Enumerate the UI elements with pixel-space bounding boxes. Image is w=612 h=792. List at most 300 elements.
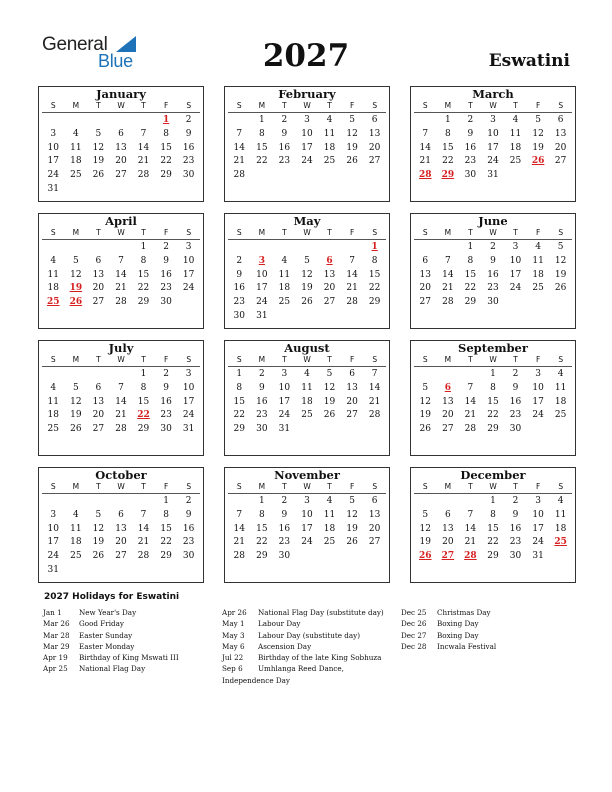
- weekday-label: S: [50, 482, 56, 491]
- day-cell: 4: [72, 509, 79, 520]
- weekday-label: W: [117, 482, 125, 491]
- day-cell: 26: [346, 537, 358, 548]
- day-cell: 6: [422, 255, 429, 266]
- empty-day: [459, 368, 482, 382]
- empty-day: [87, 241, 110, 255]
- day-cell: 6: [349, 369, 355, 379]
- day-cell: 26: [323, 410, 336, 421]
- day-cell: 22: [137, 410, 150, 421]
- day-cell: 19: [70, 410, 82, 421]
- day-cell: 16: [256, 396, 268, 407]
- day-cell: 25: [47, 424, 59, 435]
- weekday-label: W: [489, 355, 497, 364]
- day-grid: [414, 114, 572, 183]
- day-cell: 10: [532, 382, 544, 393]
- day-cell: 15: [256, 523, 268, 534]
- empty-day: [296, 241, 319, 255]
- day-cell: 10: [301, 509, 313, 520]
- weekday-label: M: [258, 355, 266, 364]
- weekday-label: M: [258, 101, 266, 110]
- day-cell: 13: [368, 128, 381, 139]
- empty-day: [251, 241, 274, 255]
- weekday-header: [228, 227, 386, 240]
- day-cell: 24: [532, 410, 544, 421]
- day-cell: 13: [115, 142, 127, 153]
- logo-text-blue: Blue: [98, 51, 133, 71]
- weekday-label: T: [282, 355, 287, 364]
- weekday-label: M: [444, 482, 452, 491]
- holiday-date: May 6: [222, 641, 245, 651]
- generalblue-logo: [42, 34, 142, 70]
- holiday-column: [401, 607, 581, 652]
- day-cell: 11: [47, 396, 59, 407]
- day-cell: 2: [512, 369, 519, 379]
- weekday-label: F: [350, 101, 355, 110]
- day-cell: 3: [512, 242, 519, 252]
- month-august: [224, 340, 390, 456]
- day-cell: 17: [47, 537, 59, 548]
- day-cell: 6: [326, 255, 333, 266]
- day-cell: 27: [323, 297, 336, 308]
- weekday-label: S: [558, 355, 564, 364]
- day-cell: 19: [532, 142, 544, 153]
- weekday-label: W: [489, 482, 497, 491]
- day-cell: 8: [163, 509, 169, 520]
- day-cell: 23: [182, 156, 195, 167]
- day-cell: 27: [368, 537, 381, 548]
- day-cell: 14: [464, 523, 477, 534]
- day-cell: 25: [554, 537, 567, 548]
- day-cell: 14: [137, 142, 150, 153]
- empty-day: [437, 495, 460, 509]
- day-cell: 26: [301, 297, 313, 308]
- country-title: Eswatini: [488, 51, 570, 71]
- day-cell: 9: [163, 255, 169, 266]
- day-cell: 31: [532, 551, 544, 562]
- weekday-label: M: [444, 101, 452, 110]
- day-cell: 26: [346, 156, 358, 167]
- holiday-column: [222, 607, 402, 686]
- day-cell: 17: [509, 269, 522, 280]
- month-name: September: [458, 341, 528, 355]
- holiday-row: [222, 607, 402, 618]
- day-cell: 8: [163, 128, 169, 139]
- holiday-name: Ascension Day: [258, 641, 312, 651]
- empty-day: [414, 241, 437, 255]
- day-cell: 26: [70, 424, 82, 435]
- month-october: [38, 467, 204, 583]
- empty-day: [341, 241, 364, 255]
- month-november: [224, 467, 390, 583]
- holiday-name: Birthday of King Mswati III: [79, 653, 179, 663]
- weekday-header: [228, 354, 386, 367]
- day-cell: 18: [301, 396, 313, 407]
- day-cell: 7: [118, 255, 124, 266]
- day-cell: 8: [258, 509, 265, 520]
- day-cell: 31: [256, 310, 268, 321]
- day-cell: 1: [490, 496, 496, 506]
- day-cell: 1: [140, 369, 147, 379]
- day-cell: 3: [50, 128, 57, 139]
- day-cell: 14: [137, 523, 150, 534]
- day-cell: 5: [95, 509, 102, 520]
- holiday-name: Boxing Day: [437, 619, 479, 629]
- day-cell: 18: [70, 156, 82, 167]
- day-cell: 6: [444, 509, 451, 520]
- weekday-label: T: [327, 355, 332, 364]
- day-cell: 12: [92, 142, 105, 153]
- empty-day: [437, 241, 460, 255]
- empty-day: [42, 241, 65, 255]
- day-cell: 6: [118, 509, 124, 520]
- day-cell: 24: [47, 170, 59, 181]
- day-cell: 22: [487, 410, 499, 421]
- weekday-label: S: [50, 101, 56, 110]
- weekday-label: S: [558, 482, 564, 491]
- holiday-date: Apr 25: [43, 664, 68, 674]
- day-cell: 10: [278, 382, 291, 393]
- day-cell: 7: [236, 128, 243, 139]
- weekday-label: T: [96, 101, 101, 110]
- day-cell: 6: [371, 496, 378, 506]
- weekday-label: S: [186, 355, 192, 364]
- weekday-label: F: [164, 482, 169, 491]
- day-cell: 25: [554, 410, 567, 421]
- day-cell: 13: [346, 382, 358, 393]
- day-cell: 13: [368, 509, 381, 520]
- weekday-label: T: [468, 101, 473, 110]
- empty-day: [110, 241, 133, 255]
- day-cell: 7: [140, 509, 147, 520]
- day-cell: 28: [115, 297, 127, 308]
- day-cell: 29: [160, 170, 172, 181]
- day-cell: 23: [487, 283, 499, 294]
- holiday-row: [222, 663, 402, 674]
- weekday-label: S: [422, 482, 428, 491]
- holiday-name: National Flag Day (substitute day): [258, 608, 384, 617]
- day-cell: 2: [236, 255, 243, 266]
- day-cell: 30: [233, 310, 245, 321]
- day-cell: 26: [554, 283, 567, 294]
- day-cell: 12: [419, 396, 431, 407]
- month-july: [38, 340, 204, 456]
- weekday-label: W: [303, 228, 311, 237]
- day-cell: 25: [323, 156, 336, 167]
- day-cell: 25: [70, 551, 82, 562]
- day-cell: 21: [233, 537, 245, 548]
- weekday-header: [42, 100, 200, 113]
- day-cell: 5: [349, 496, 355, 506]
- logo-text-general: General: [42, 34, 108, 55]
- day-cell: 11: [301, 382, 313, 393]
- weekday-label: S: [186, 482, 192, 491]
- holiday-date: Dec 25: [401, 608, 427, 617]
- day-cell: 22: [256, 156, 268, 167]
- day-cell: 14: [419, 142, 431, 153]
- holiday-date: Sep 6: [222, 664, 243, 674]
- day-cell: 14: [368, 382, 381, 393]
- empty-day: [42, 368, 65, 382]
- day-cell: 30: [182, 551, 195, 562]
- day-cell: 3: [490, 115, 496, 125]
- day-cell: 5: [326, 369, 333, 379]
- day-cell: 7: [467, 382, 474, 393]
- day-cell: 4: [535, 242, 541, 252]
- weekday-label: T: [513, 355, 518, 364]
- empty-day: [65, 241, 88, 255]
- day-cell: 24: [182, 283, 195, 294]
- day-cell: 13: [442, 523, 454, 534]
- weekday-label: F: [536, 228, 541, 237]
- day-cell: 9: [512, 382, 519, 393]
- holiday-name: Good Friday: [79, 619, 124, 629]
- day-cell: 16: [509, 523, 522, 534]
- day-cell: 18: [70, 537, 82, 548]
- holiday-row: [43, 641, 223, 652]
- weekday-label: W: [303, 355, 311, 364]
- day-cell: 20: [554, 142, 567, 153]
- day-cell: 2: [467, 115, 474, 125]
- day-cell: 29: [256, 551, 268, 562]
- day-cell: 27: [92, 424, 105, 435]
- holiday-name: Christmas Day: [437, 608, 491, 617]
- day-cell: 24: [278, 410, 291, 421]
- day-cell: 23: [464, 156, 477, 167]
- day-cell: 19: [69, 283, 83, 294]
- day-cell: 1: [162, 115, 170, 125]
- day-cell: 4: [50, 255, 57, 266]
- weekday-label: S: [372, 482, 378, 491]
- day-cell: 25: [509, 156, 522, 167]
- empty-day: [459, 495, 482, 509]
- holiday-row: [43, 630, 223, 641]
- day-cell: 20: [92, 410, 105, 421]
- weekday-label: S: [186, 228, 192, 237]
- day-grid: [228, 241, 386, 324]
- day-cell: 30: [160, 424, 172, 435]
- day-cell: 15: [368, 269, 381, 280]
- day-cell: 6: [95, 255, 102, 266]
- holiday-date: Jul 22: [222, 653, 244, 663]
- holiday-date: Dec 27: [401, 630, 427, 640]
- day-cell: 5: [72, 382, 79, 393]
- day-cell: 7: [349, 255, 355, 266]
- day-cell: 30: [182, 170, 195, 181]
- day-grid: [42, 368, 200, 437]
- weekday-header: [42, 227, 200, 240]
- weekday-label: S: [372, 355, 378, 364]
- weekday-label: S: [50, 355, 56, 364]
- holiday-row: [401, 641, 581, 652]
- day-cell: 11: [323, 509, 336, 520]
- holiday-row: [401, 618, 581, 629]
- month-january: [38, 86, 204, 202]
- day-cell: 18: [47, 410, 59, 421]
- holidays-title: 2027 Holidays for Eswatini: [44, 592, 180, 602]
- holiday-name: Labour Day: [258, 619, 301, 629]
- day-cell: 10: [256, 269, 268, 280]
- day-cell: 20: [115, 156, 127, 167]
- day-cell: 13: [115, 523, 127, 534]
- holiday-row: [222, 675, 402, 686]
- day-cell: 5: [95, 128, 102, 139]
- weekday-label: T: [513, 482, 518, 491]
- day-cell: 26: [92, 170, 105, 181]
- month-name: April: [105, 214, 137, 228]
- day-cell: 25: [47, 297, 60, 308]
- day-cell: 4: [557, 369, 564, 379]
- day-cell: 12: [346, 509, 358, 520]
- day-cell: 25: [532, 283, 544, 294]
- day-cell: 22: [233, 410, 245, 421]
- day-cell: 17: [532, 523, 544, 534]
- day-cell: 8: [140, 382, 147, 393]
- day-cell: 27: [441, 551, 455, 562]
- empty-day: [110, 368, 133, 382]
- day-cell: 15: [137, 396, 150, 407]
- weekday-header: [414, 227, 572, 240]
- day-cell: 2: [258, 369, 265, 379]
- day-cell: 20: [368, 523, 381, 534]
- month-may: [224, 213, 390, 329]
- day-cell: 1: [258, 115, 265, 125]
- weekday-label: S: [186, 101, 192, 110]
- day-cell: 29: [368, 297, 381, 308]
- day-cell: 4: [281, 255, 288, 266]
- day-cell: 28: [464, 551, 477, 562]
- day-cell: 8: [444, 128, 451, 139]
- day-cell: 16: [233, 283, 245, 294]
- day-grid: [228, 368, 386, 437]
- empty-day: [132, 495, 155, 509]
- day-cell: 23: [160, 283, 172, 294]
- day-cell: 3: [304, 496, 310, 506]
- holiday-row: [401, 607, 581, 618]
- day-cell: 9: [163, 382, 169, 393]
- day-cell: 23: [278, 537, 291, 548]
- day-cell: 19: [92, 537, 105, 548]
- holiday-row: [222, 641, 402, 652]
- month-name: October: [95, 468, 147, 482]
- month-name: June: [478, 214, 508, 228]
- day-cell: 22: [160, 537, 172, 548]
- day-cell: 18: [532, 269, 544, 280]
- day-cell: 2: [490, 242, 496, 252]
- day-cell: 1: [444, 115, 451, 125]
- empty-day: [42, 114, 65, 128]
- weekday-label: T: [327, 101, 332, 110]
- day-cell: 28: [115, 424, 127, 435]
- day-cell: 16: [278, 142, 291, 153]
- day-cell: 23: [182, 537, 195, 548]
- day-cell: 10: [487, 128, 499, 139]
- empty-day: [318, 241, 341, 255]
- day-cell: 11: [532, 255, 544, 266]
- empty-day: [110, 114, 133, 128]
- day-cell: 2: [163, 242, 169, 252]
- holiday-date: Apr 26: [222, 608, 247, 617]
- day-cell: 14: [115, 269, 127, 280]
- holiday-date: Apr 19: [43, 653, 68, 663]
- empty-day: [65, 368, 88, 382]
- day-cell: 26: [531, 156, 545, 167]
- day-cell: 14: [233, 523, 245, 534]
- day-cell: 30: [278, 551, 291, 562]
- day-cell: 11: [70, 142, 82, 153]
- day-cell: 19: [346, 142, 358, 153]
- day-cell: 3: [304, 115, 310, 125]
- day-cell: 28: [368, 410, 381, 421]
- day-cell: 1: [236, 369, 243, 379]
- day-cell: 4: [557, 496, 564, 506]
- weekday-label: F: [350, 355, 355, 364]
- day-cell: 11: [47, 269, 59, 280]
- day-cell: 19: [419, 410, 431, 421]
- day-cell: 15: [487, 523, 499, 534]
- day-cell: 1: [258, 496, 265, 506]
- day-cell: 10: [47, 142, 59, 153]
- day-cell: 17: [301, 523, 313, 534]
- day-cell: 27: [346, 410, 358, 421]
- day-cell: 16: [182, 142, 195, 153]
- day-cell: 27: [368, 156, 381, 167]
- day-cell: 16: [160, 396, 172, 407]
- month-february: [224, 86, 390, 202]
- day-cell: 19: [92, 156, 105, 167]
- empty-day: [273, 241, 296, 255]
- month-name: August: [284, 341, 330, 355]
- day-cell: 24: [532, 537, 544, 548]
- day-cell: 11: [554, 509, 567, 520]
- day-cell: 5: [557, 242, 564, 252]
- holiday-name: Labour Day (substitute day): [258, 630, 361, 640]
- day-cell: 19: [554, 269, 567, 280]
- day-cell: 31: [47, 183, 59, 194]
- day-grid: [228, 114, 386, 183]
- day-cell: 20: [346, 396, 358, 407]
- day-cell: 28: [464, 424, 477, 435]
- day-cell: 12: [419, 523, 431, 534]
- day-cell: 29: [137, 424, 150, 435]
- day-cell: 29: [487, 551, 499, 562]
- day-cell: 8: [490, 382, 496, 393]
- holiday-row: [222, 652, 402, 663]
- weekday-label: S: [422, 355, 428, 364]
- holiday-name: Incwala Festival: [437, 641, 497, 651]
- weekday-label: M: [444, 228, 452, 237]
- weekday-label: T: [141, 355, 146, 364]
- weekday-label: M: [444, 355, 452, 364]
- weekday-label: F: [350, 228, 355, 237]
- weekday-label: F: [164, 355, 169, 364]
- day-cell: 8: [467, 255, 474, 266]
- day-cell: 28: [346, 297, 358, 308]
- month-name: July: [108, 341, 134, 355]
- day-cell: 12: [323, 382, 336, 393]
- day-cell: 10: [301, 128, 313, 139]
- empty-day: [110, 495, 133, 509]
- month-june: [410, 213, 576, 329]
- day-cell: 21: [115, 283, 127, 294]
- day-cell: 23: [509, 537, 522, 548]
- day-grid: [414, 241, 572, 310]
- day-grid: [42, 495, 200, 578]
- holiday-row: [43, 663, 223, 674]
- day-cell: 29: [464, 297, 477, 308]
- day-cell: 21: [115, 410, 127, 421]
- day-cell: 12: [554, 255, 567, 266]
- empty-day: [228, 495, 251, 509]
